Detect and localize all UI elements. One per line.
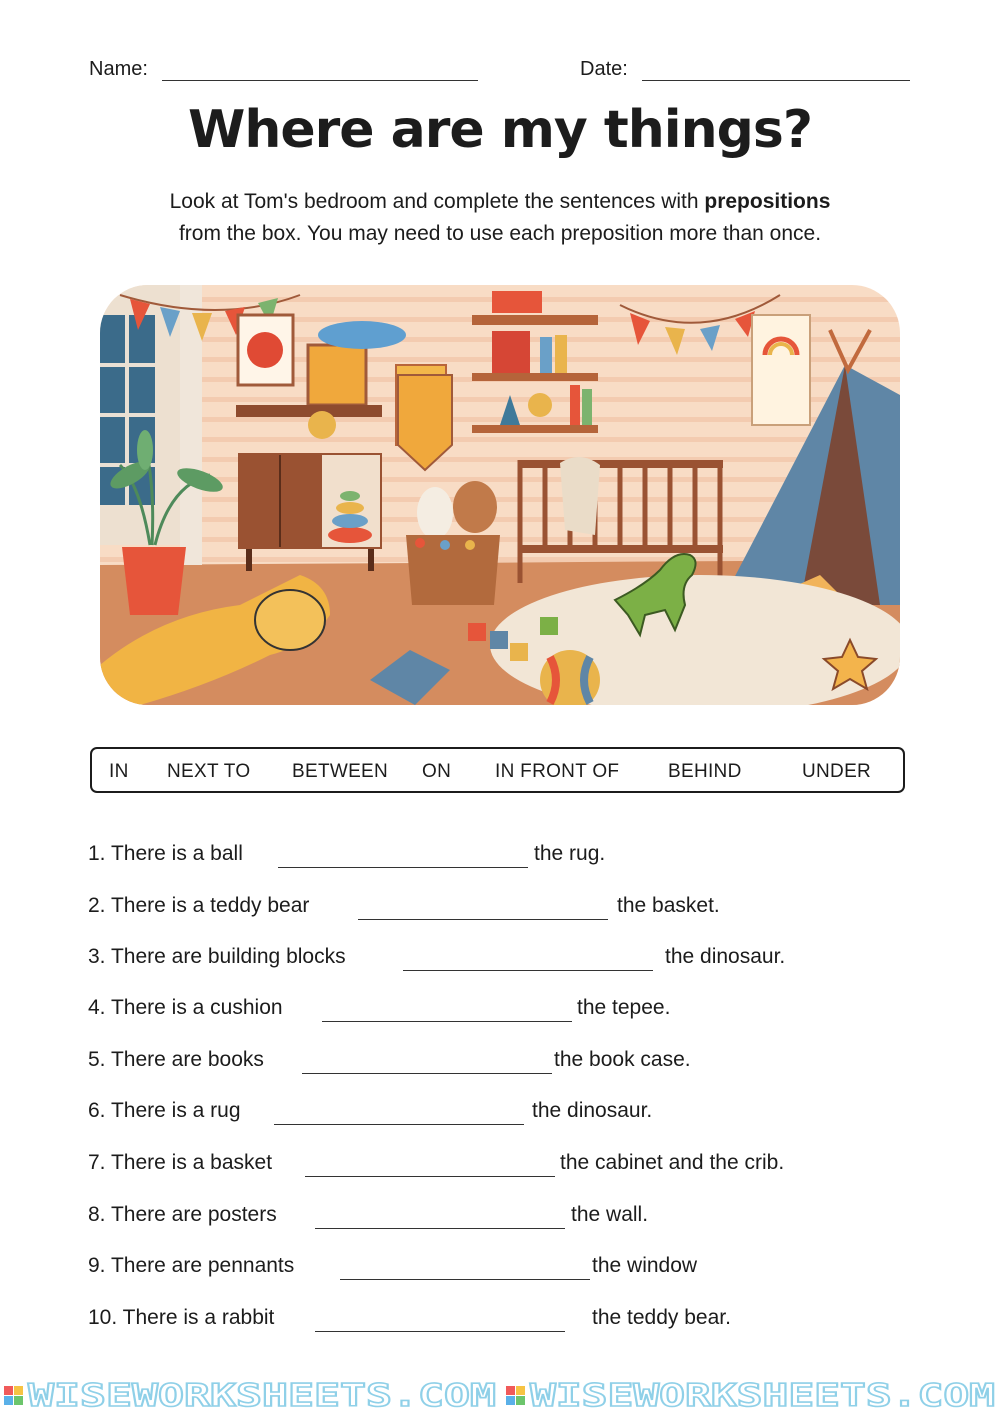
page-title: Where are my things? [187,100,812,160]
date-label: Date: [580,58,628,80]
question-6-end: the dinosaur. [532,1099,653,1122]
instructions-text-1: Look at Tom's bedroom and complete the sentences with [169,190,705,213]
question-2-answer[interactable] [358,919,608,920]
question-10-end: the teddy bear. [592,1306,731,1329]
word-behind: BEHIND [668,761,742,782]
watermark-logo-2 [506,1386,525,1405]
word-under: UNDER [802,761,872,782]
instructions-bold-word: prepositions [704,190,831,213]
question-1-end: the rug. [534,842,606,865]
instructions-text-2: from the box. You may need to use each preposition more than once. [178,222,822,245]
word-on: ON [422,761,452,782]
question-10-answer[interactable] [315,1331,565,1332]
question-9-answer[interactable] [340,1279,590,1280]
ball [540,650,600,705]
window [100,285,202,565]
question-2-text: 2. There is a teddy bear [88,894,310,917]
word-in-front-of: IN FRONT OF [495,761,620,782]
whale-toy [318,321,406,349]
footer-watermark [0,1378,1000,1414]
question-9-end: the window [592,1254,698,1277]
question-8-end: the wall. [571,1203,649,1226]
question-8-text: 8. There are posters [88,1203,277,1226]
question-6-answer[interactable] [274,1124,524,1125]
question-10-text: 10. There is a rabbit [88,1306,275,1329]
date-field[interactable] [642,80,910,81]
question-5-text: 5. There are books [88,1048,264,1071]
word-between: BETWEEN [292,761,389,782]
question-3-end: the dinosaur. [665,945,786,968]
question-1-answer[interactable] [278,867,528,868]
question-2-end: the basket. [617,894,720,917]
question-5-answer[interactable] [302,1073,552,1074]
question-4-answer[interactable] [322,1021,572,1022]
word-next-to: NEXT TO [167,761,251,782]
word-in: IN [109,761,129,782]
question-5-end: the book case. [554,1048,691,1071]
question-7-end: the cabinet and the crib. [560,1151,785,1174]
question-3-answer[interactable] [403,970,653,971]
name-label: Name: [89,58,148,80]
preposition-box [90,747,905,793]
watermark-text-2: WISEWORKSHEETS.COM [530,1378,995,1414]
question-4-text: 4. There is a cushion [88,996,283,1019]
question-7-text: 7. There is a basket [88,1151,273,1174]
question-1-text: 1. There is a ball [88,842,243,865]
question-7-answer[interactable] [305,1176,555,1177]
name-field[interactable] [162,80,478,81]
question-3-text: 3. There are building blocks [88,945,346,968]
bedroom-illustration [100,285,900,705]
instructions [100,186,900,250]
watermark-text-1: WISEWORKSHEETS.COM [28,1378,496,1414]
watermark-logo-1 [4,1386,23,1405]
question-8-answer[interactable] [315,1228,565,1229]
question-9-text: 9. There are pennants [88,1254,295,1277]
question-6-text: 6. There is a rug [88,1099,241,1122]
question-4-end: the tepee. [577,996,671,1019]
